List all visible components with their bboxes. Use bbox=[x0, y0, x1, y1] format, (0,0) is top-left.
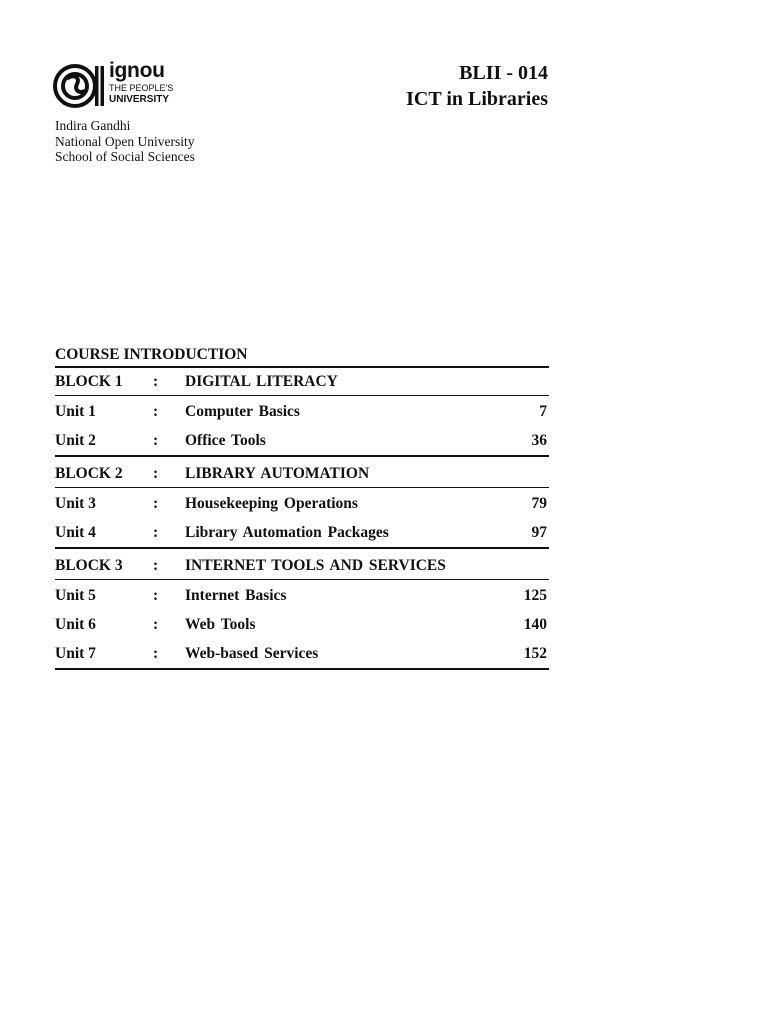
unit-title: Computer Basics bbox=[185, 402, 300, 420]
unit-page: 36 bbox=[531, 431, 547, 449]
block-title: INTERNET TOOLS AND SERVICES bbox=[185, 556, 446, 574]
unit-title: Web Tools bbox=[185, 615, 256, 633]
unit-title: Office Tools bbox=[185, 431, 266, 449]
unit-page: 140 bbox=[523, 615, 547, 633]
unit-row bbox=[55, 518, 549, 547]
ignou-emblem-icon bbox=[53, 62, 105, 110]
unit-page: 152 bbox=[523, 644, 547, 662]
unit-row bbox=[55, 581, 549, 610]
separator: : bbox=[153, 556, 159, 574]
unit-row bbox=[55, 639, 549, 668]
table-of-contents bbox=[55, 344, 549, 673]
separator: : bbox=[153, 644, 159, 662]
unit-label: Unit 1 bbox=[55, 402, 96, 420]
block-title: DIGITAL LITERACY bbox=[185, 372, 338, 390]
unit-label: Unit 6 bbox=[55, 615, 96, 633]
unit-list bbox=[55, 396, 549, 457]
logo-name: ignou bbox=[109, 59, 165, 82]
unit-row bbox=[55, 489, 549, 518]
block-row bbox=[55, 552, 549, 580]
unit-label: Unit 4 bbox=[55, 523, 96, 541]
university-address bbox=[55, 118, 195, 165]
unit-list bbox=[55, 488, 549, 549]
course-title: ICT in Libraries bbox=[406, 88, 548, 110]
separator: : bbox=[153, 402, 159, 420]
unit-page: 7 bbox=[539, 402, 547, 420]
unit-title: Web-based Services bbox=[185, 644, 319, 662]
unit-title: Housekeeping Operations bbox=[185, 494, 358, 512]
unit-label: Unit 2 bbox=[55, 431, 96, 449]
block-label: BLOCK 3 bbox=[55, 556, 123, 574]
block-title: LIBRARY AUTOMATION bbox=[185, 464, 370, 482]
separator: : bbox=[153, 494, 159, 512]
logo-text bbox=[109, 60, 173, 106]
university-line-1: Indira Gandhi bbox=[55, 118, 131, 133]
separator: : bbox=[153, 523, 159, 541]
unit-page: 97 bbox=[531, 523, 547, 541]
course-introduction: COURSE INTRODUCTION bbox=[55, 344, 549, 368]
unit-title: Library Automation Packages bbox=[185, 523, 389, 541]
separator: : bbox=[153, 464, 159, 482]
course-code: BLII - 014 bbox=[459, 62, 548, 84]
unit-page: 125 bbox=[523, 586, 547, 604]
unit-label: Unit 5 bbox=[55, 586, 96, 604]
separator: : bbox=[153, 372, 159, 390]
separator: : bbox=[153, 615, 159, 633]
block-row bbox=[55, 460, 549, 488]
course-header bbox=[406, 60, 548, 112]
unit-row bbox=[55, 426, 549, 455]
logo-tagline-1: THE PEOPLE'S bbox=[109, 83, 174, 93]
block-label: BLOCK 1 bbox=[55, 372, 123, 390]
logo-tagline-2: UNIVERSITY bbox=[109, 94, 170, 105]
unit-list bbox=[55, 580, 549, 670]
separator: : bbox=[153, 431, 159, 449]
separator: : bbox=[153, 586, 159, 604]
unit-label: Unit 3 bbox=[55, 494, 96, 512]
unit-page: 79 bbox=[531, 494, 547, 512]
university-line-2: National Open University bbox=[55, 133, 195, 149]
unit-label: Unit 7 bbox=[55, 644, 96, 662]
ignou-logo bbox=[53, 60, 183, 112]
university-line-3: School of Social Sciences bbox=[55, 149, 195, 164]
unit-row bbox=[55, 397, 549, 426]
block-row bbox=[55, 368, 549, 396]
unit-row bbox=[55, 610, 549, 639]
unit-title: Internet Basics bbox=[185, 586, 287, 604]
block-label: BLOCK 2 bbox=[55, 464, 123, 482]
